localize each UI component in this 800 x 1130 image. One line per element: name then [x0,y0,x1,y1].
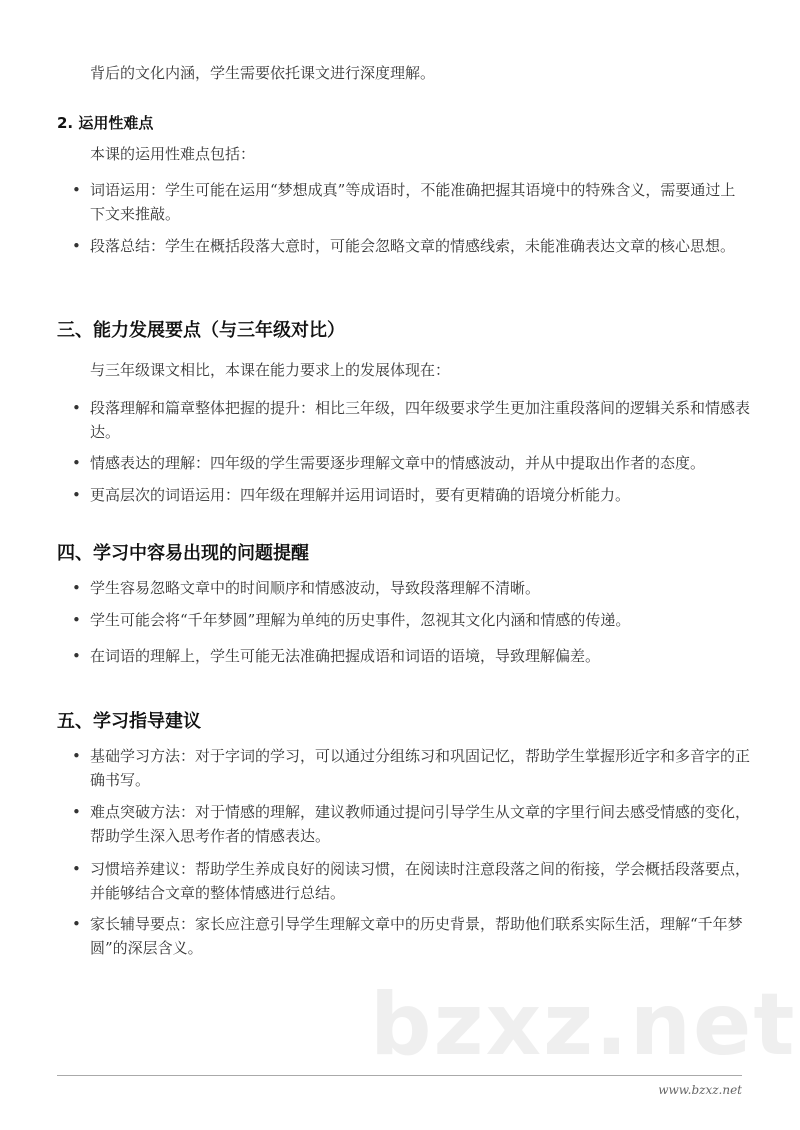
list-item-text: 难点突破方法：对于情感的理解，建议教师通过提问引导学生从文章的字里行间去感受情感的变化，帮助学生深入思考作者的情感表达。 [90,803,751,845]
list-item [72,234,750,258]
list-item [72,857,751,905]
list-item [72,483,750,507]
bullet-icon: • [72,860,81,878]
watermark: bzxz.net [370,975,797,1075]
bullet-icon: • [72,803,81,821]
bullet-icon: • [72,915,81,933]
bullet-icon: • [72,486,81,504]
footer-divider [57,1075,742,1076]
list-item [72,178,750,226]
list-item-text: 习惯培养建议：帮助学生养成良好的阅读习惯，在阅读时注意段落之间的衔接，学会概括段落要点，并能够结合文章的整体情感进行总结。 [90,860,751,902]
bullet-icon: • [72,579,81,597]
list-item [72,576,750,600]
list-item-text: 在词语的理解上，学生可能无法准确把握成语和词语的语境，导致理解偏差。 [90,647,601,665]
section-lead: 与三年级课文相比，本课在能力要求上的发展体现在： [90,361,451,379]
bullet-icon: • [72,454,81,472]
section-title: 四、学习中容易出现的问题提醒 [57,543,309,564]
subsection-title: 2. 运用性难点 [57,114,154,132]
list-item-text: 更高层次的词语运用：四年级在理解并运用词语时，要有更精确的语境分析能力。 [90,486,631,504]
section-title: 五、学习指导建议 [57,711,201,732]
list-item-text: 情感表达的理解：四年级的学生需要逐步理解文章中的情感波动，并从中提取出作者的态度。 [90,454,706,472]
list-item [72,451,750,475]
list-item-text: 基础学习方法：对于字词的学习，可以通过分组练习和巩固记忆，帮助学生掌握形近字和多音字的正确书写。 [90,747,751,789]
list-item-text: 段落总结：学生在概括段落大意时，可能会忽略文章的情感线索，未能准确表达文章的核心思想。 [90,237,736,255]
footer-url: www.bzxz.net [658,1083,742,1097]
section-title: 三、能力发展要点（与三年级对比） [57,320,345,341]
list-item-text: 词语运用：学生可能在运用“梦想成真”等成语时，不能准确把握其语境中的特殊含义，需要通过上下文来推敲。 [90,181,736,223]
list-item-text: 段落理解和篇章整体把握的提升：相比三年级，四年级要求学生更加注重段落间的逻辑关系和情感表达。 [90,399,751,441]
bullet-icon: • [72,181,81,199]
bullet-icon: • [72,747,81,765]
bullet-icon: • [72,611,81,629]
bullet-icon: • [72,237,81,255]
list-item-text: 家长辅导要点：家长应注意引导学生理解文章中的历史背景，帮助他们联系实际生活，理解“千年梦圆”的深层含义。 [90,915,743,957]
list-item [72,396,751,444]
list-item-text: 学生可能会将“千年梦圆”理解为单纯的历史事件，忽视其文化内涵和情感的传递。 [90,611,631,629]
intro-paragraph: 背后的文化内涵，学生需要依托课文进行深度理解。 [90,64,436,82]
list-item-text: 学生容易忽略文章中的时间顺序和情感波动，导致段落理解不清晰。 [90,579,541,597]
list-item [72,800,751,848]
list-item [72,912,750,960]
subsection-lead: 本课的运用性难点包括： [90,145,256,163]
list-item [72,644,750,668]
bullet-icon: • [72,399,81,417]
list-item [72,608,750,632]
list-item [72,744,751,792]
bullet-icon: • [72,647,81,665]
